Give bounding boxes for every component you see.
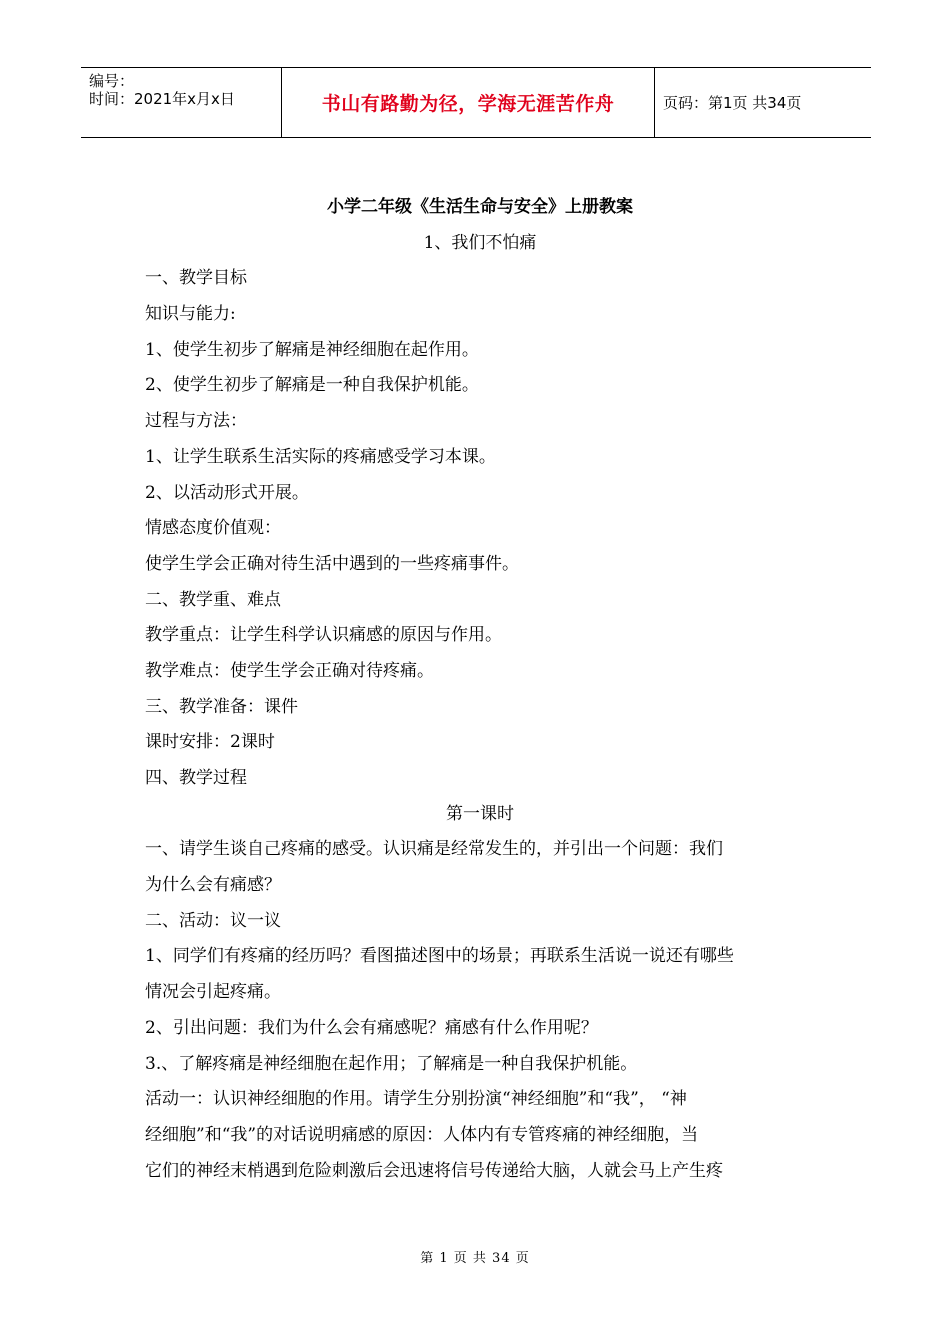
paragraph-line: 使学生学会正确对待生活中遇到的一些疼痛事件。 (145, 553, 519, 574)
paragraph-line: 2、使学生初步了解痛是一种自我保护机能。 (145, 375, 479, 396)
header-page-info: 页码：第1页 共34页 (663, 94, 802, 112)
paragraph-line: 三、教学准备：课件 (145, 696, 298, 717)
lesson-title: 1、我们不怕痛 (423, 232, 537, 253)
paragraph-line: 二、教学重、难点 (145, 589, 281, 610)
page-footer: 第 1 页 共 34 页 (420, 1251, 530, 1266)
paragraph-line: 教学重点：让学生科学认识痛感的原因与作用。 (145, 625, 502, 646)
paragraph-line: 1、同学们有疼痛的经历吗？看图描述图中的场景；再联系生活说一说还有哪些 (145, 946, 734, 967)
paragraph-line: 一、请学生谈自己疼痛的感受。认识痛是经常发生的，并引出一个问题：我们 (145, 839, 723, 860)
document-title: 小学二年级《生活生命与安全》上册教案 (327, 197, 633, 217)
section-title: 第一课时 (446, 803, 514, 824)
paragraph-line: 2、以活动形式开展。 (145, 482, 309, 503)
paragraph-line: 3.、了解疼痛是神经细胞在起作用；了解痛是一种自我保护机能。 (145, 1053, 638, 1074)
paragraph-line: 二、活动：议一议 (145, 910, 281, 931)
page-header (81, 67, 871, 138)
paragraph-line: 经细胞”和“我”的对话说明痛感的原因：人体内有专管疼痛的神经细胞，当 (145, 1124, 699, 1145)
paragraph-line: 2、引出问题：我们为什么会有痛感呢？痛感有什么作用呢？ (145, 1017, 598, 1038)
header-motto: 书山有路勤为径，学海无涯苦作舟 (281, 68, 655, 137)
paragraph-line: 活动一：认识神经细胞的作用。请学生分别扮演“神经细胞”和“我”， “神 (145, 1089, 687, 1110)
paragraph-line: 四、教学过程 (145, 768, 247, 788)
paragraph-line: 情感态度价值观： (145, 518, 281, 539)
header-number-label: 编号： (89, 72, 135, 90)
paragraph-line: 1、让学生联系生活实际的疼痛感受学习本课。 (145, 446, 496, 467)
paragraph-line: 1、使学生初步了解痛是神经细胞在起作用。 (145, 339, 479, 360)
header-left-cell (89, 68, 279, 141)
paragraph-line: 教学难点：使学生学会正确对待疼痛。 (145, 660, 434, 681)
paragraph-line: 过程与方法： (145, 411, 247, 432)
paragraph-line: 情况会引起疼痛。 (145, 982, 281, 1003)
paragraph-line: 一、教学目标 (145, 268, 247, 289)
paragraph-line: 它们的神经末梢遇到危险刺激后会迅速将信号传递给大脑，人就会马上产生疼 (145, 1160, 723, 1181)
document-body (145, 190, 815, 1189)
paragraph-line: 知识与能力: (145, 304, 236, 325)
paragraph-line: 为什么会有痛感？ (145, 875, 281, 896)
paragraph-line: 课时安排：2课时 (145, 732, 275, 753)
header-date-label: 时间：2021年x月x日 (89, 90, 235, 108)
